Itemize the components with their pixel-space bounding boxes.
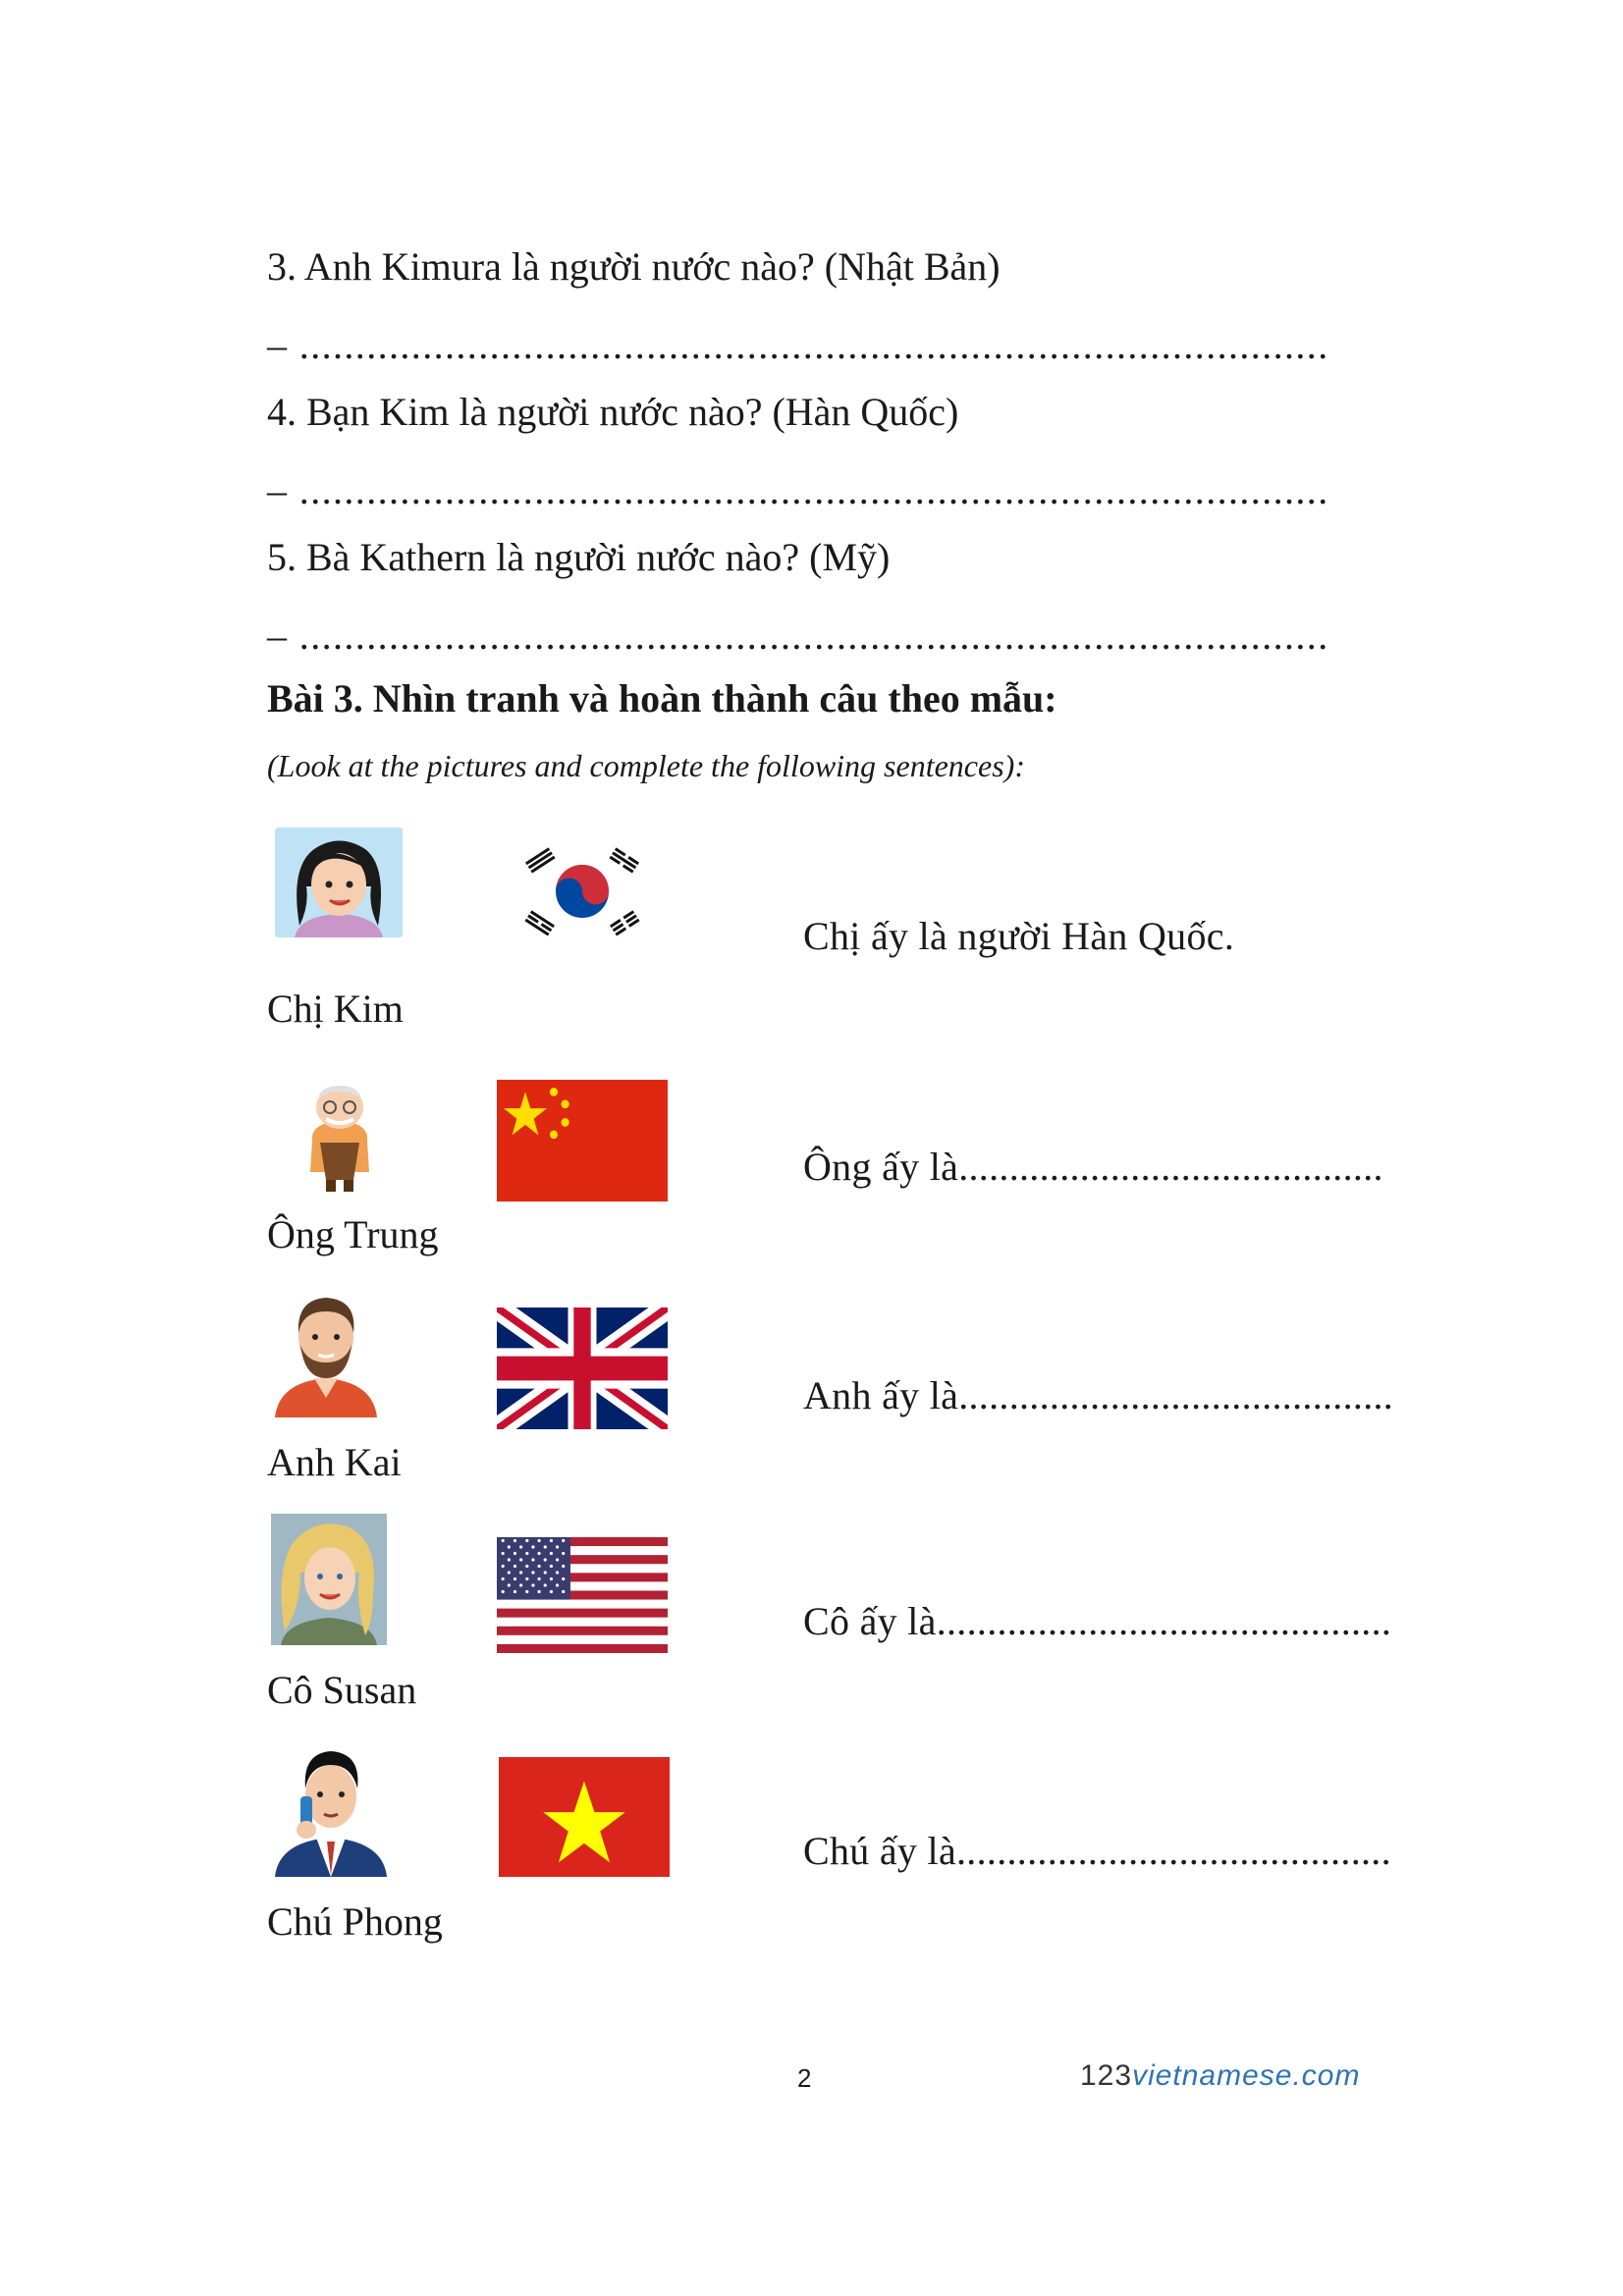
bearded-man-avatar	[267, 1284, 385, 1417]
sentence-3[interactable]: Anh ấy là...........................................	[803, 1373, 1394, 1417]
sentence-1: Chị ấy là người Hàn Quốc.	[803, 914, 1235, 958]
answer-line-5[interactable]: – ............................................................................................	[267, 614, 1329, 658]
page-number: 2	[797, 2063, 812, 2093]
sentence-2[interactable]: Ông ấy là..........................................	[803, 1145, 1383, 1189]
question-3: 3. Anh Kimura là người nước nào? (Nhật Bản)	[267, 244, 1001, 289]
question-4: 4. Bạn Kim là người nước nào? (Hàn Quốc)	[267, 390, 959, 434]
exercise-subtitle: (Look at the pictures and complete the following sentences):	[267, 748, 1025, 783]
name-4: Cô Susan	[267, 1668, 417, 1712]
sentence-4[interactable]: Cô ấy là.............................................	[803, 1599, 1392, 1643]
name-1: Chị Kim	[267, 987, 404, 1031]
vietnam-flag	[499, 1757, 670, 1877]
woman-avatar	[275, 828, 403, 937]
sentence-5[interactable]: Chú ấy là...........................................	[803, 1829, 1391, 1873]
uk-flag	[497, 1308, 668, 1429]
question-5: 5. Bà Kathern là người nước nào? (Mỹ)	[267, 535, 891, 579]
name-2: Ông Trung	[267, 1212, 439, 1256]
exercise-title: Bài 3. Nhìn tranh và hoàn thành câu theo mẫu:	[267, 676, 1057, 721]
china-flag	[497, 1080, 668, 1201]
blonde-woman-avatar	[271, 1514, 387, 1645]
businessman-avatar	[271, 1739, 391, 1877]
site-logo[interactable]	[1080, 2059, 1361, 2093]
name-5: Chú Phong	[267, 1899, 443, 1944]
answer-line-3[interactable]: – ............................................................................................	[267, 323, 1329, 367]
answer-line-4[interactable]: – ............................................................................................	[267, 468, 1329, 512]
south-korea-flag	[518, 836, 646, 946]
usa-flag	[497, 1537, 668, 1653]
site-prefix: 123	[1080, 2059, 1133, 2092]
site-name: vietnamese.com	[1132, 2059, 1361, 2092]
old-man-avatar	[291, 1082, 389, 1198]
name-3: Anh Kai	[267, 1440, 402, 1484]
